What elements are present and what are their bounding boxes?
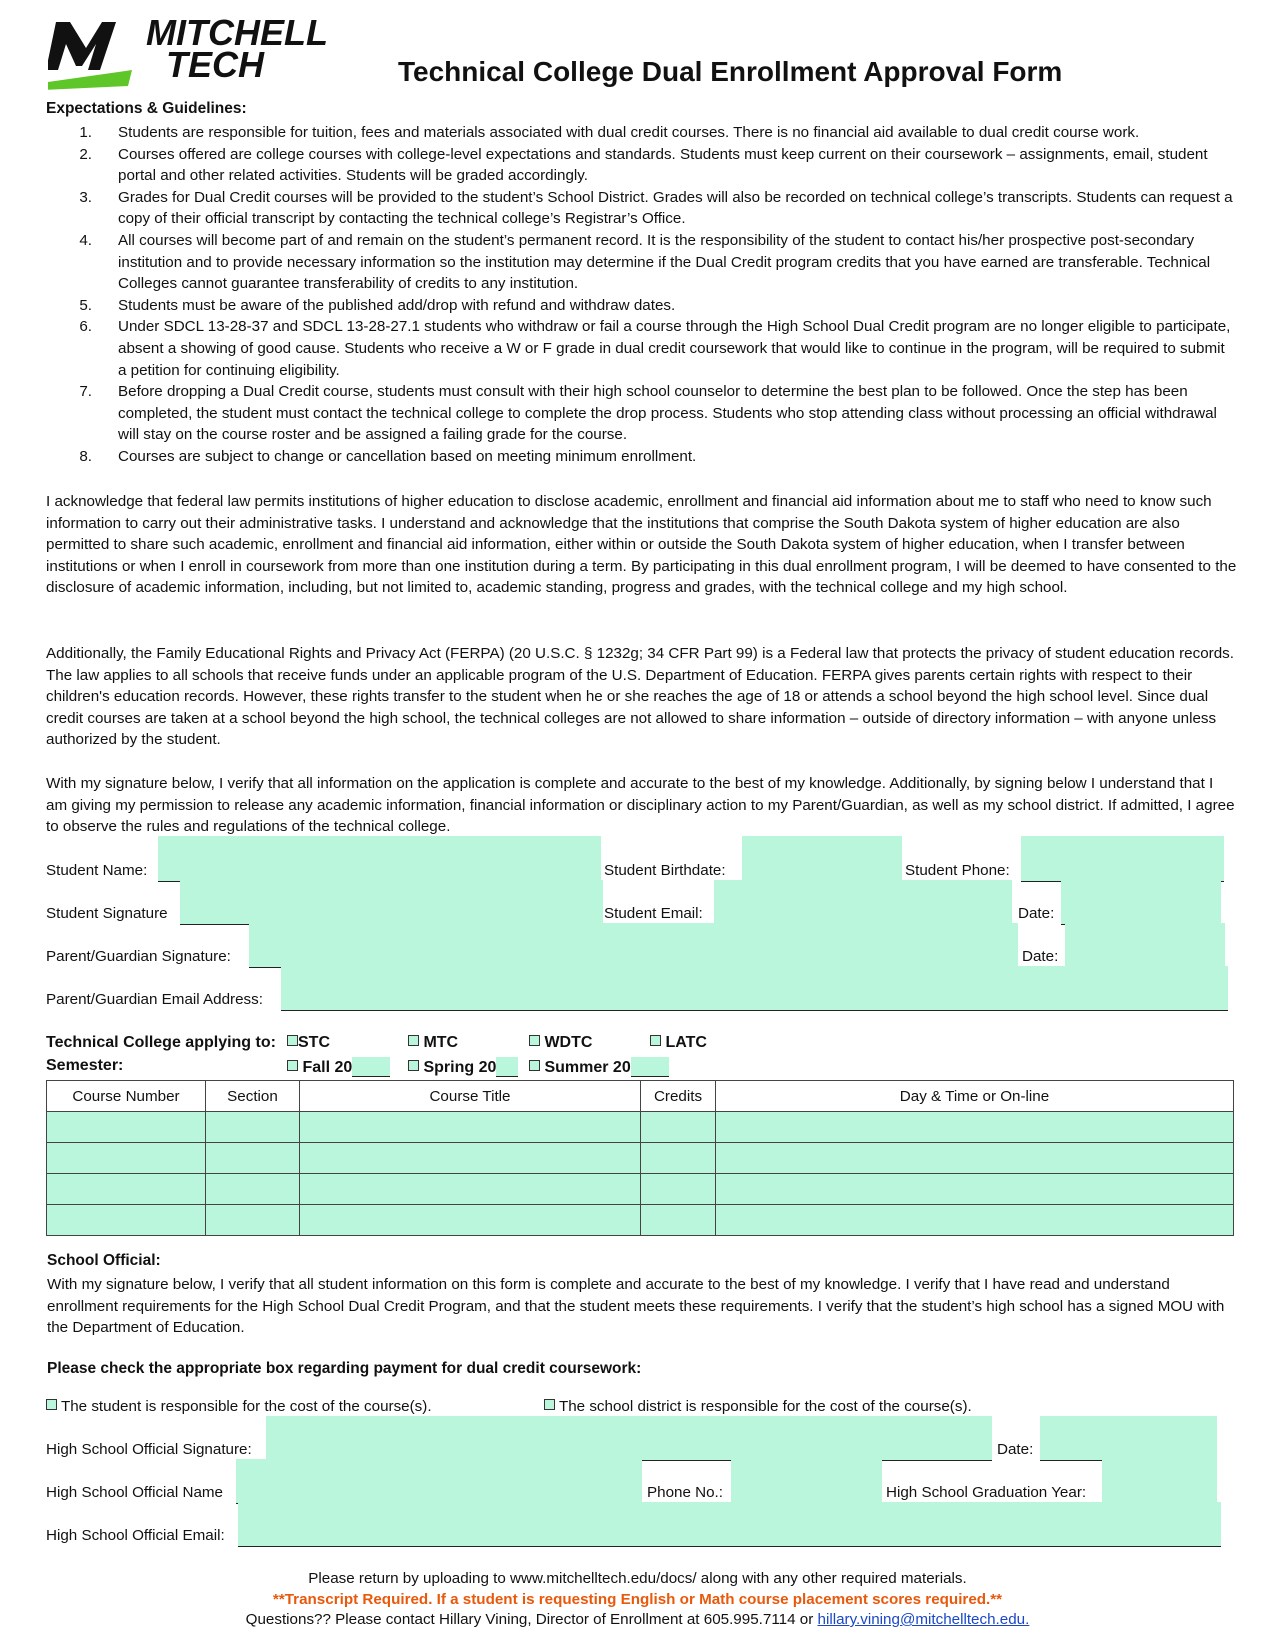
payment-heading: Please check the appropriate box regarding payment for dual credit coursework: xyxy=(47,1360,642,1377)
table-row xyxy=(47,1174,1234,1205)
semester-option-fall[interactable] xyxy=(287,1057,390,1077)
section-cell[interactable] xyxy=(206,1112,300,1143)
transcript-warning: **Transcript Required. If a student is requesting English or Math course placement scores required.** xyxy=(272,1591,1003,1608)
course-title-cell[interactable] xyxy=(300,1205,641,1236)
checkbox-icon[interactable] xyxy=(544,1399,555,1410)
college-option-label: WDTC xyxy=(544,1034,593,1051)
school-official-heading: School Official: xyxy=(47,1252,161,1269)
official-phone-label: Phone No.: xyxy=(647,1484,723,1501)
parent-date-field[interactable] xyxy=(1065,923,1225,968)
contact-line xyxy=(0,1611,1275,1628)
student-name-field[interactable] xyxy=(158,836,601,882)
spring-year-field[interactable] xyxy=(496,1057,518,1077)
credits-cell[interactable] xyxy=(641,1112,716,1143)
parent-signature-field[interactable] xyxy=(249,923,1018,968)
payment-option-district[interactable] xyxy=(544,1398,972,1415)
col-course-title: Course Title xyxy=(300,1081,641,1112)
day-time-cell[interactable] xyxy=(716,1112,1234,1143)
fall-year-field[interactable] xyxy=(352,1057,390,1077)
table-row xyxy=(47,1143,1234,1174)
payment-option-label: The student is responsible for the cost of the course(s). xyxy=(60,1398,432,1415)
contact-email-link[interactable]: hillary.vining@mitchelltech.edu. xyxy=(817,1611,1030,1628)
guideline-item xyxy=(46,316,1236,381)
guideline-number: 3. xyxy=(79,188,92,206)
student-birthdate-label: Student Birthdate: xyxy=(604,862,726,879)
college-option-wdtc[interactable] xyxy=(529,1034,592,1052)
credits-cell[interactable] xyxy=(641,1205,716,1236)
parent-email-field[interactable] xyxy=(281,966,1228,1011)
col-credits: Credits xyxy=(641,1081,716,1112)
guideline-text: Grades for Dual Credit courses will be provided to the student’s School District. Grades will also be recorded on technical college’s transcripts. Students can request a copy of their official transcript by contacting the technical college’s Registrar’s Office. xyxy=(118,188,1233,228)
day-time-cell[interactable] xyxy=(716,1205,1234,1236)
college-option-label: STC xyxy=(298,1034,330,1051)
checkbox-icon[interactable] xyxy=(287,1060,298,1071)
student-date-field[interactable] xyxy=(1061,880,1221,925)
guideline-number: 7. xyxy=(79,383,92,401)
guideline-number: 1. xyxy=(79,124,92,141)
guideline-item xyxy=(46,230,1236,295)
student-date-label: Date: xyxy=(1018,905,1055,922)
course-title-cell[interactable] xyxy=(300,1174,641,1205)
student-signature-label: Student Signature xyxy=(46,905,168,922)
college-option-label: MTC xyxy=(423,1034,459,1051)
guidelines-list xyxy=(46,122,1236,468)
student-birthdate-field[interactable] xyxy=(742,836,902,882)
ferpa-paragraph: Additionally, the Family Educational Rights and Privacy Act (FERPA) (20 U.S.C. § 1232g; 34 CFR Part 99) is a Federal law that protects the privacy of student education records. The law applies to all schools that receive funds under an applicable program of the U.S. Department of Education. FERPA gives parents certain rights with respect to their children's education records. However, these rights transfer to the student when he or she reaches the age of 18 or attends a school beyond the high school level. Since dual credit courses are taken at a school beyond the high school, the technical colleges are not allowed to share information – outside of directory information – with anyone unless authorized by the student. xyxy=(46,645,1234,749)
credits-cell[interactable] xyxy=(641,1174,716,1205)
checkbox-icon[interactable] xyxy=(529,1035,540,1046)
guideline-item xyxy=(46,295,1236,317)
official-email-label: High School Official Email: xyxy=(46,1527,225,1544)
guideline-number: 2. xyxy=(79,145,92,163)
official-phone-field[interactable] xyxy=(731,1459,882,1504)
course-title-cell[interactable] xyxy=(300,1112,641,1143)
checkbox-icon[interactable] xyxy=(408,1035,419,1046)
college-label: Technical College applying to: xyxy=(46,1034,276,1051)
semester-label: Semester: xyxy=(46,1057,124,1074)
table-header-row xyxy=(47,1081,1234,1112)
checkbox-icon[interactable] xyxy=(287,1035,298,1046)
guideline-item xyxy=(46,187,1236,230)
guideline-number: 4. xyxy=(79,231,92,249)
guideline-item xyxy=(46,446,1236,468)
student-phone-label: Student Phone: xyxy=(905,862,1010,879)
guideline-number: 5. xyxy=(79,296,92,314)
checkbox-icon[interactable] xyxy=(529,1060,540,1071)
signature-paragraph: With my signature below, I verify that all information on the application is complete and accurate to the best of my knowledge. Additionally, by signing below I understand that I am giving my permission to release any academic information, financial information or disciplinary action to my Parent/Guardian, as well as my school district. If admitted, I agree to observe the rules and regulations of the technical college. xyxy=(46,775,1235,836)
college-option-latc[interactable] xyxy=(650,1034,707,1052)
student-signature-field[interactable] xyxy=(180,880,603,925)
contact-text: Questions?? Please contact Hillary Vining, Director of Enrollment at 605.995.7114 or xyxy=(245,1611,814,1628)
col-section: Section xyxy=(206,1081,300,1112)
section-cell[interactable] xyxy=(206,1205,300,1236)
parent-date-label: Date: xyxy=(1022,948,1059,965)
semester-option-summer[interactable] xyxy=(529,1057,669,1077)
college-option-mtc[interactable] xyxy=(408,1034,458,1052)
guideline-number: 8. xyxy=(79,447,92,465)
graduation-year-field[interactable] xyxy=(1102,1459,1217,1504)
official-date-field[interactable] xyxy=(1040,1416,1217,1461)
table-row xyxy=(47,1112,1234,1143)
day-time-cell[interactable] xyxy=(716,1143,1234,1174)
official-date-label: Date: xyxy=(997,1441,1034,1458)
course-number-cell[interactable] xyxy=(47,1112,206,1143)
credits-cell[interactable] xyxy=(641,1143,716,1174)
semester-option-label: Fall 20 xyxy=(302,1059,353,1076)
expectations-heading: Expectations & Guidelines: xyxy=(46,100,247,117)
guideline-text: Courses offered are college courses with college-level expectations and standards. Students must keep current on their coursework – assignments, email, student portal and other related activities. Students will be graded accordingly. xyxy=(118,145,1208,185)
student-email-label: Student Email: xyxy=(604,905,703,922)
guideline-text: Students must be aware of the published add/drop with refund and withdraw dates. xyxy=(118,296,676,314)
official-email-field[interactable] xyxy=(238,1502,1221,1547)
guideline-text: Courses are subject to change or cancellation based on meeting minimum enrollment. xyxy=(118,447,697,465)
guideline-item xyxy=(46,122,1236,144)
semester-option-label: Summer 20 xyxy=(544,1059,631,1076)
payment-option-student[interactable] xyxy=(46,1398,432,1415)
return-instructions: Please return by uploading to www.mitchelltech.edu/docs/ along with any other required materials. xyxy=(308,1570,967,1587)
parent-signature-label: Parent/Guardian Signature: xyxy=(46,948,231,965)
course-number-cell[interactable] xyxy=(47,1174,206,1205)
mitchell-tech-logo xyxy=(48,14,348,90)
course-number-cell[interactable] xyxy=(47,1205,206,1236)
school-official-paragraph: With my signature below, I verify that all student information on this form is complete and accurate to the best of my knowledge. I verify that I have read and understand enrollment requirements for the High School Dual Credit Program, and that the student meets these requirements. I verify that the student’s high school has a signed MOU with the Department of Education. xyxy=(47,1276,1225,1337)
acknowledgement-paragraph: I acknowledge that federal law permits institutions of higher education to disclose academic, enrollment and financial aid information about me to staff who need to know such information to carry out their administrative tasks. I understand and acknowledge that the institutions that comprise the South Dakota system of higher education are also permitted to share such academic, enrollment and financial aid information, either within or outside the South Dakota system of higher education, when I transfer between institutions or when I enroll in coursework from more than one institution during a term. By participating in this dual enrollment program, I will be deemed to have consented to the disclosure of academic information, including, but not limited to, academic standing, progress and grades, with the technical college and my high school. xyxy=(46,493,1237,597)
payment-option-label: The school district is responsible for the cost of the course(s). xyxy=(558,1398,972,1415)
parent-email-label: Parent/Guardian Email Address: xyxy=(46,991,263,1008)
student-phone-field[interactable] xyxy=(1021,836,1224,882)
semester-option-label: Spring 20 xyxy=(423,1059,497,1076)
checkbox-icon[interactable] xyxy=(408,1060,419,1071)
section-cell[interactable] xyxy=(206,1174,300,1205)
student-name-label: Student Name: xyxy=(46,862,148,879)
col-day-time: Day & Time or On-line xyxy=(716,1081,1234,1112)
official-name-field[interactable] xyxy=(236,1459,642,1504)
summer-year-field[interactable] xyxy=(631,1057,669,1077)
logo-text-line2: TECH xyxy=(166,44,264,85)
col-course-number: Course Number xyxy=(47,1081,206,1112)
official-signature-field[interactable] xyxy=(266,1416,992,1461)
semester-option-spring[interactable] xyxy=(408,1057,518,1077)
course-number-cell[interactable] xyxy=(47,1143,206,1174)
guideline-text: All courses will become part of and remain on the student’s permanent record. It is the responsibility of the student to contact his/her prospective post-secondary institution and to provide necessary information so the institution may determine if the Dual Credit program credits that you have earned are transferable. Technical Colleges cannot guarantee transferability of credits to any institution. xyxy=(118,231,1211,293)
guideline-text: Before dropping a Dual Credit course, students must consult with their high school counselor to determine the best plan to be followed. Once the step has been completed, the student must contact the technical college to complete the drop process. Students who stop attending class without processing an official withdrawal will stay on the course roster and be assigned a failing grade for the course. xyxy=(118,383,1217,444)
guideline-text: Students are responsible for tuition, fees and materials associated with dual credit courses. There is no financial aid available to dual credit course work. xyxy=(118,124,1140,141)
official-signature-label: High School Official Signature: xyxy=(46,1441,252,1458)
course-title-cell[interactable] xyxy=(300,1143,641,1174)
college-option-stc[interactable] xyxy=(287,1034,330,1052)
section-cell[interactable] xyxy=(206,1143,300,1174)
logo-text-line1: MITCHELL xyxy=(146,12,328,53)
day-time-cell[interactable] xyxy=(716,1174,1234,1205)
college-option-label: LATC xyxy=(665,1034,707,1051)
course-table xyxy=(46,1080,1234,1236)
guideline-item xyxy=(46,144,1236,187)
graduation-year-label: High School Graduation Year: xyxy=(886,1484,1087,1501)
guideline-item xyxy=(46,381,1236,446)
guideline-number: 6. xyxy=(79,318,92,336)
checkbox-icon[interactable] xyxy=(46,1399,57,1410)
student-email-field[interactable] xyxy=(714,880,1012,925)
official-name-label: High School Official Name xyxy=(46,1484,223,1501)
checkbox-icon[interactable] xyxy=(650,1035,661,1046)
guideline-text: Under SDCL 13-28-37 and SDCL 13-28-27.1 students who withdraw or fail a course through the High School Dual Credit program are no longer eligible to participate, absent a showing of good cause. Students who receive a W or F grade in dual credit coursework that would like to continue in the program, will be required to submit a petition for continuing eligibility. xyxy=(118,318,1231,379)
table-row xyxy=(47,1205,1234,1236)
form-title: Technical College Dual Enrollment Approval Form xyxy=(398,56,1063,87)
